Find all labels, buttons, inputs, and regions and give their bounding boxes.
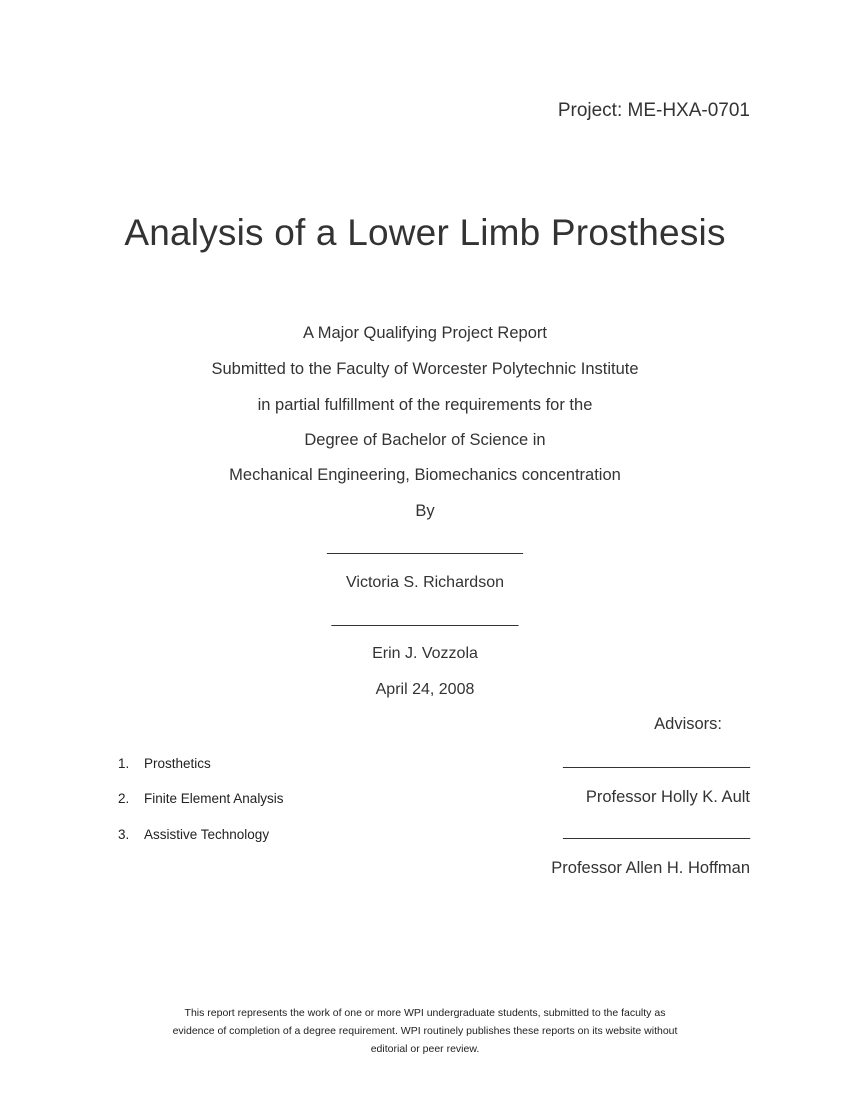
- report-date: April 24, 2008: [375, 681, 475, 698]
- keyword-item: [118, 756, 211, 771]
- subtitle-line-5: Mechanical Engineering, Biomechanics concentration: [229, 466, 621, 484]
- footer-line-3: editorial or peer review.: [370, 1043, 480, 1055]
- author-name-1: Victoria S. Richardson: [346, 574, 504, 591]
- subtitle-line-1: A Major Qualifying Project Report: [303, 324, 547, 342]
- project-number: Project: ME-HXA-0701: [557, 100, 750, 121]
- author-signature-line-2: _____________________: [331, 610, 519, 627]
- keyword-text: Assistive Technology: [144, 827, 270, 842]
- footer-line-2: evidence of completion of a degree requirement. WPI routinely publishes these reports on its website without: [172, 1025, 678, 1037]
- keyword-number: 3.: [118, 827, 130, 842]
- keyword-number: 1.: [118, 756, 130, 771]
- keyword-number: 2.: [118, 791, 130, 806]
- advisor-name-1: Professor Holly K. Ault: [585, 788, 750, 806]
- subtitle-by: By: [415, 502, 435, 520]
- keyword-text: Prosthetics: [144, 756, 211, 771]
- keyword-item: [118, 827, 269, 842]
- subtitle-line-3: in partial fulfillment of the requirements for the: [257, 396, 593, 414]
- advisor-signature-line-1: _____________________: [563, 752, 750, 769]
- author-signature-line-1: ______________________: [327, 538, 523, 555]
- subtitle-line-4: Degree of Bachelor of Science in: [304, 431, 546, 449]
- subtitle-line-2: Submitted to the Faculty of Worcester Polytechnic Institute: [211, 360, 639, 378]
- disclaimer-footer: [0, 1004, 850, 1058]
- footer-line-1: This report represents the work of one or more WPI undergraduate students, submitted to the faculty as: [184, 1007, 666, 1019]
- author-name-2: Erin J. Vozzola: [372, 645, 478, 662]
- advisor-name-2: Professor Allen H. Hoffman: [551, 859, 750, 877]
- advisors-label: Advisors:: [654, 715, 722, 733]
- document-title: Analysis of a Lower Limb Prosthesis: [124, 212, 726, 253]
- advisor-signature-line-2: _____________________: [563, 823, 750, 840]
- keyword-text: Finite Element Analysis: [144, 791, 284, 806]
- keyword-item: [118, 791, 284, 806]
